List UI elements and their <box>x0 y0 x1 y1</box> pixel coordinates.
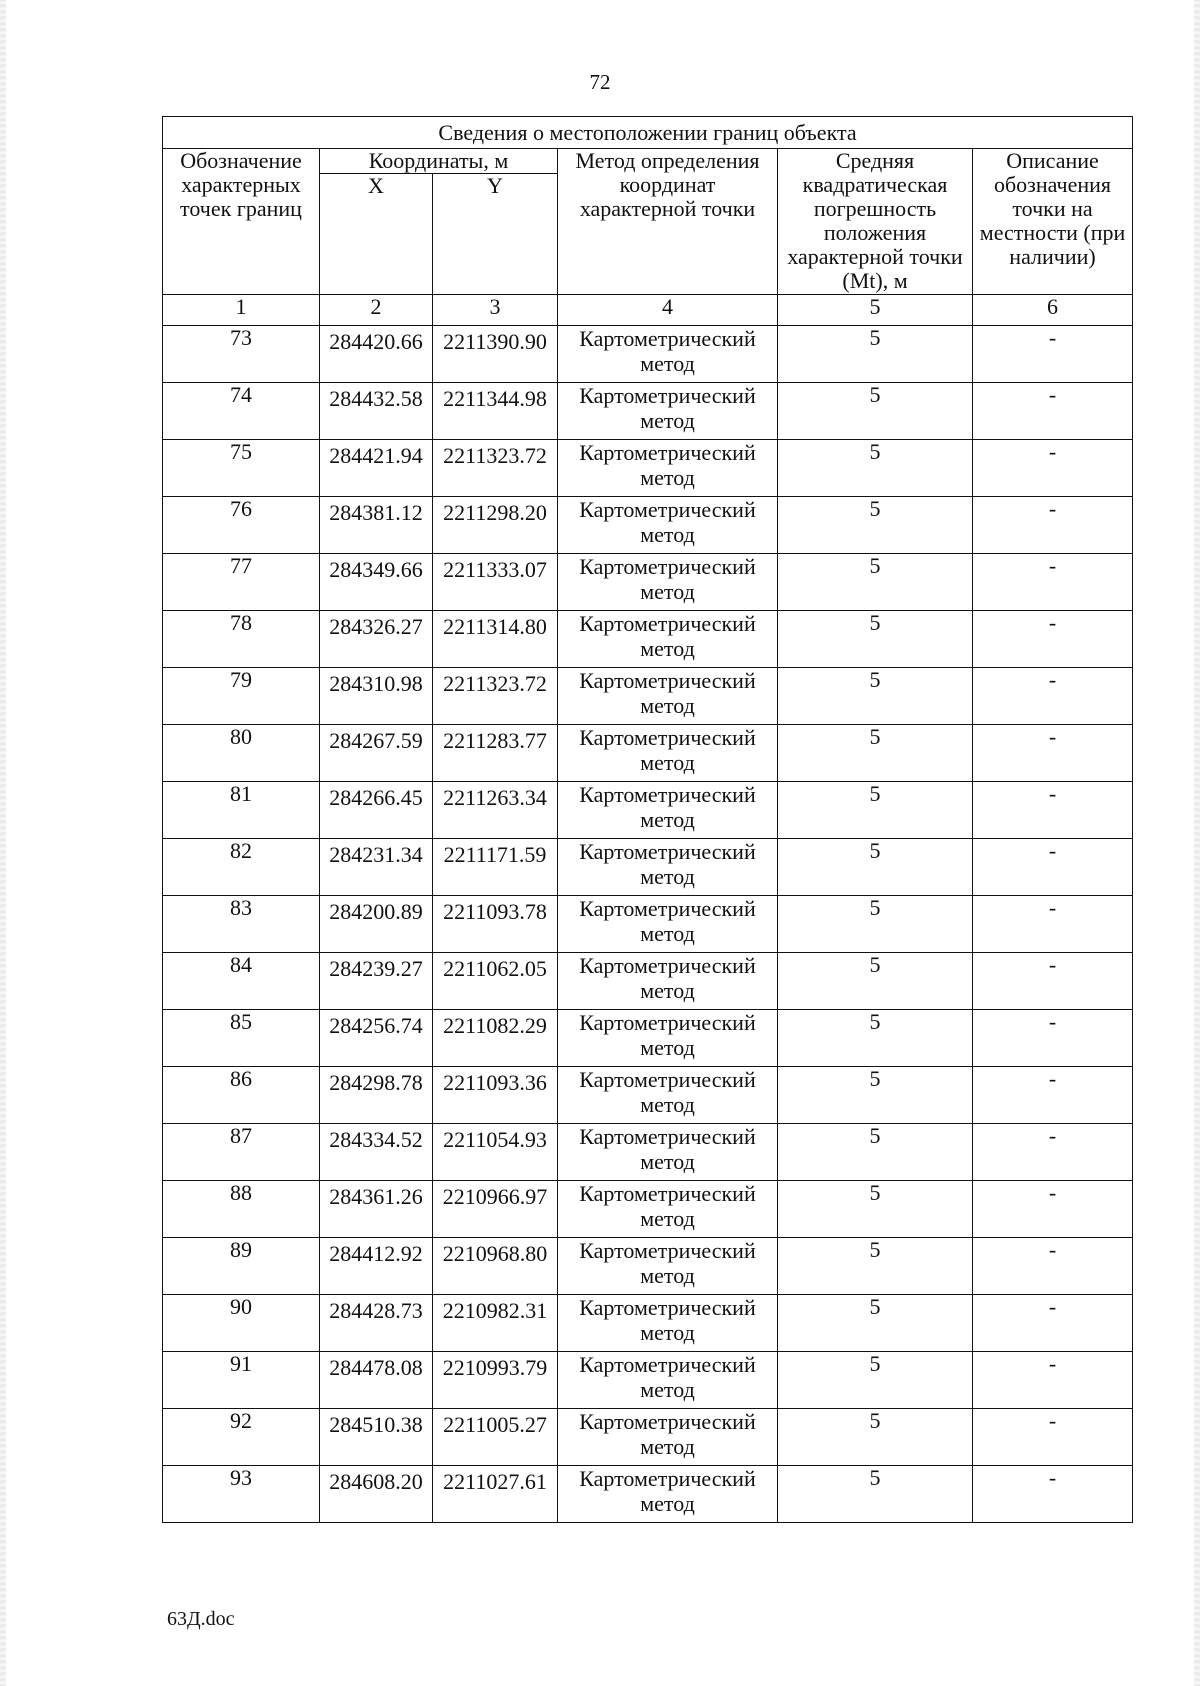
cell-method: Картометрический метод <box>558 1295 778 1352</box>
cell-point-number: 92 <box>163 1409 320 1466</box>
cell-point-number: 77 <box>163 554 320 611</box>
cell-method: Картометрический метод <box>558 1238 778 1295</box>
cell-y-coordinate: 2211082.29 <box>433 1010 558 1067</box>
column-number: 6 <box>973 295 1133 326</box>
cell-accuracy: 5 <box>778 440 973 497</box>
cell-method: Картометрический метод <box>558 953 778 1010</box>
cell-accuracy: 5 <box>778 383 973 440</box>
cell-description: - <box>973 554 1133 611</box>
table-row <box>163 668 1133 725</box>
cell-x-coordinate: 284421.94 <box>320 440 433 497</box>
cell-x-coordinate: 284200.89 <box>320 896 433 953</box>
cell-x-coordinate: 284420.66 <box>320 326 433 383</box>
cell-y-coordinate: 2211027.61 <box>433 1466 558 1523</box>
cell-description: - <box>973 953 1133 1010</box>
cell-method: Картометрический метод <box>558 1181 778 1238</box>
footer-filename: 63Д.doc <box>167 1608 235 1630</box>
cell-description: - <box>973 839 1133 896</box>
cell-description: - <box>973 782 1133 839</box>
cell-y-coordinate: 2211344.98 <box>433 383 558 440</box>
scan-edge-right <box>1194 0 1200 1686</box>
cell-accuracy: 5 <box>778 1124 973 1181</box>
cell-y-coordinate: 2211093.78 <box>433 896 558 953</box>
cell-y-coordinate: 2211263.34 <box>433 782 558 839</box>
cell-method: Картометрический метод <box>558 782 778 839</box>
cell-x-coordinate: 284478.08 <box>320 1352 433 1409</box>
cell-y-coordinate: 2211062.05 <box>433 953 558 1010</box>
cell-accuracy: 5 <box>778 953 973 1010</box>
cell-point-number: 83 <box>163 896 320 953</box>
cell-method: Картометрический метод <box>558 326 778 383</box>
cell-method: Картометрический метод <box>558 1466 778 1523</box>
cell-description: - <box>973 1010 1133 1067</box>
table-row <box>163 1181 1133 1238</box>
cell-point-number: 85 <box>163 1010 320 1067</box>
cell-method: Картометрический метод <box>558 839 778 896</box>
cell-accuracy: 5 <box>778 554 973 611</box>
cell-y-coordinate: 2211054.93 <box>433 1124 558 1181</box>
cell-method: Картометрический метод <box>558 1409 778 1466</box>
cell-x-coordinate: 284412.92 <box>320 1238 433 1295</box>
cell-accuracy: 5 <box>778 611 973 668</box>
cell-method: Картометрический метод <box>558 1067 778 1124</box>
cell-method: Картометрический метод <box>558 554 778 611</box>
cell-y-coordinate: 2210982.31 <box>433 1295 558 1352</box>
table-row <box>163 839 1133 896</box>
table-row <box>163 1295 1133 1352</box>
cell-y-coordinate: 2211171.59 <box>433 839 558 896</box>
cell-accuracy: 5 <box>778 497 973 554</box>
column-number: 3 <box>433 295 558 326</box>
table-row <box>163 440 1133 497</box>
cell-accuracy: 5 <box>778 896 973 953</box>
cell-method: Картометрический метод <box>558 896 778 953</box>
cell-x-coordinate: 284432.58 <box>320 383 433 440</box>
table-row <box>163 1124 1133 1181</box>
header-point-designation: Обозначение характерных точек границ <box>163 149 320 295</box>
cell-x-coordinate: 284267.59 <box>320 725 433 782</box>
cell-x-coordinate: 284381.12 <box>320 497 433 554</box>
table-row <box>163 326 1133 383</box>
table-row <box>163 1466 1133 1523</box>
cell-description: - <box>973 611 1133 668</box>
cell-x-coordinate: 284349.66 <box>320 554 433 611</box>
cell-y-coordinate: 2211390.90 <box>433 326 558 383</box>
column-number-row <box>163 295 1133 326</box>
table-row <box>163 383 1133 440</box>
cell-accuracy: 5 <box>778 1295 973 1352</box>
cell-description: - <box>973 1181 1133 1238</box>
cell-accuracy: 5 <box>778 326 973 383</box>
cell-y-coordinate: 2210968.80 <box>433 1238 558 1295</box>
cell-point-number: 82 <box>163 839 320 896</box>
cell-y-coordinate: 2211323.72 <box>433 440 558 497</box>
cell-accuracy: 5 <box>778 725 973 782</box>
column-number: 4 <box>558 295 778 326</box>
cell-description: - <box>973 1238 1133 1295</box>
cell-description: - <box>973 1067 1133 1124</box>
cell-method: Картометрический метод <box>558 1010 778 1067</box>
header-description: Описание обозначения точки на местности (при наличии) <box>973 149 1133 295</box>
table-row <box>163 1352 1133 1409</box>
cell-description: - <box>973 1124 1133 1181</box>
cell-point-number: 87 <box>163 1124 320 1181</box>
cell-accuracy: 5 <box>778 1352 973 1409</box>
column-number: 5 <box>778 295 973 326</box>
boundary-coordinates-table <box>162 116 1133 1523</box>
cell-point-number: 76 <box>163 497 320 554</box>
header-accuracy: Средняя квадратическая погрешность положения характерной точки (Mt), м <box>778 149 973 295</box>
cell-point-number: 74 <box>163 383 320 440</box>
cell-method: Картометрический метод <box>558 497 778 554</box>
cell-x-coordinate: 284298.78 <box>320 1067 433 1124</box>
table-row <box>163 725 1133 782</box>
cell-x-coordinate: 284266.45 <box>320 782 433 839</box>
cell-y-coordinate: 2211323.72 <box>433 668 558 725</box>
cell-point-number: 91 <box>163 1352 320 1409</box>
cell-accuracy: 5 <box>778 782 973 839</box>
table-row <box>163 554 1133 611</box>
table-row <box>163 782 1133 839</box>
cell-x-coordinate: 284428.73 <box>320 1295 433 1352</box>
cell-point-number: 79 <box>163 668 320 725</box>
cell-point-number: 84 <box>163 953 320 1010</box>
cell-method: Картометрический метод <box>558 668 778 725</box>
cell-x-coordinate: 284256.74 <box>320 1010 433 1067</box>
table-row <box>163 896 1133 953</box>
cell-accuracy: 5 <box>778 1010 973 1067</box>
cell-y-coordinate: 2211314.80 <box>433 611 558 668</box>
cell-y-coordinate: 2211093.36 <box>433 1067 558 1124</box>
cell-x-coordinate: 284510.38 <box>320 1409 433 1466</box>
table-row <box>163 497 1133 554</box>
cell-point-number: 75 <box>163 440 320 497</box>
cell-description: - <box>973 1409 1133 1466</box>
cell-x-coordinate: 284231.34 <box>320 839 433 896</box>
table-row <box>163 611 1133 668</box>
cell-description: - <box>973 440 1133 497</box>
cell-accuracy: 5 <box>778 668 973 725</box>
table-row <box>163 1010 1133 1067</box>
cell-x-coordinate: 284310.98 <box>320 668 433 725</box>
cell-description: - <box>973 326 1133 383</box>
cell-x-coordinate: 284239.27 <box>320 953 433 1010</box>
cell-method: Картометрический метод <box>558 1352 778 1409</box>
cell-description: - <box>973 497 1133 554</box>
cell-method: Картометрический метод <box>558 725 778 782</box>
table-row <box>163 1067 1133 1124</box>
cell-y-coordinate: 2210993.79 <box>433 1352 558 1409</box>
header-x: X <box>320 174 433 295</box>
cell-description: - <box>973 725 1133 782</box>
cell-description: - <box>973 1295 1133 1352</box>
table-body <box>163 326 1133 1523</box>
header-coordinates: Координаты, м <box>320 149 558 174</box>
cell-method: Картометрический метод <box>558 383 778 440</box>
cell-accuracy: 5 <box>778 1238 973 1295</box>
column-number: 2 <box>320 295 433 326</box>
cell-y-coordinate: 2211005.27 <box>433 1409 558 1466</box>
cell-x-coordinate: 284326.27 <box>320 611 433 668</box>
cell-point-number: 86 <box>163 1067 320 1124</box>
cell-accuracy: 5 <box>778 839 973 896</box>
page-number: 72 <box>589 70 611 94</box>
cell-description: - <box>973 1352 1133 1409</box>
cell-x-coordinate: 284608.20 <box>320 1466 433 1523</box>
scan-edge-left <box>0 0 6 1686</box>
cell-method: Картометрический метод <box>558 1124 778 1181</box>
cell-description: - <box>973 668 1133 725</box>
header-y: Y <box>433 174 558 295</box>
cell-point-number: 81 <box>163 782 320 839</box>
cell-description: - <box>973 1466 1133 1523</box>
table-row <box>163 1409 1133 1466</box>
cell-accuracy: 5 <box>778 1466 973 1523</box>
cell-accuracy: 5 <box>778 1409 973 1466</box>
cell-point-number: 90 <box>163 1295 320 1352</box>
column-number: 1 <box>163 295 320 326</box>
cell-point-number: 80 <box>163 725 320 782</box>
header-method: Метод определения координат характерной точки <box>558 149 778 295</box>
cell-x-coordinate: 284334.52 <box>320 1124 433 1181</box>
cell-description: - <box>973 896 1133 953</box>
cell-point-number: 73 <box>163 326 320 383</box>
table-row <box>163 1238 1133 1295</box>
cell-point-number: 78 <box>163 611 320 668</box>
table-caption: Сведения о местоположении границ объекта <box>163 117 1133 149</box>
cell-x-coordinate: 284361.26 <box>320 1181 433 1238</box>
cell-point-number: 93 <box>163 1466 320 1523</box>
cell-y-coordinate: 2211283.77 <box>433 725 558 782</box>
cell-accuracy: 5 <box>778 1067 973 1124</box>
cell-method: Картометрический метод <box>558 440 778 497</box>
cell-point-number: 88 <box>163 1181 320 1238</box>
cell-description: - <box>973 383 1133 440</box>
cell-y-coordinate: 2210966.97 <box>433 1181 558 1238</box>
cell-point-number: 89 <box>163 1238 320 1295</box>
cell-y-coordinate: 2211298.20 <box>433 497 558 554</box>
cell-method: Картометрический метод <box>558 611 778 668</box>
cell-y-coordinate: 2211333.07 <box>433 554 558 611</box>
cell-accuracy: 5 <box>778 1181 973 1238</box>
table-row <box>163 953 1133 1010</box>
